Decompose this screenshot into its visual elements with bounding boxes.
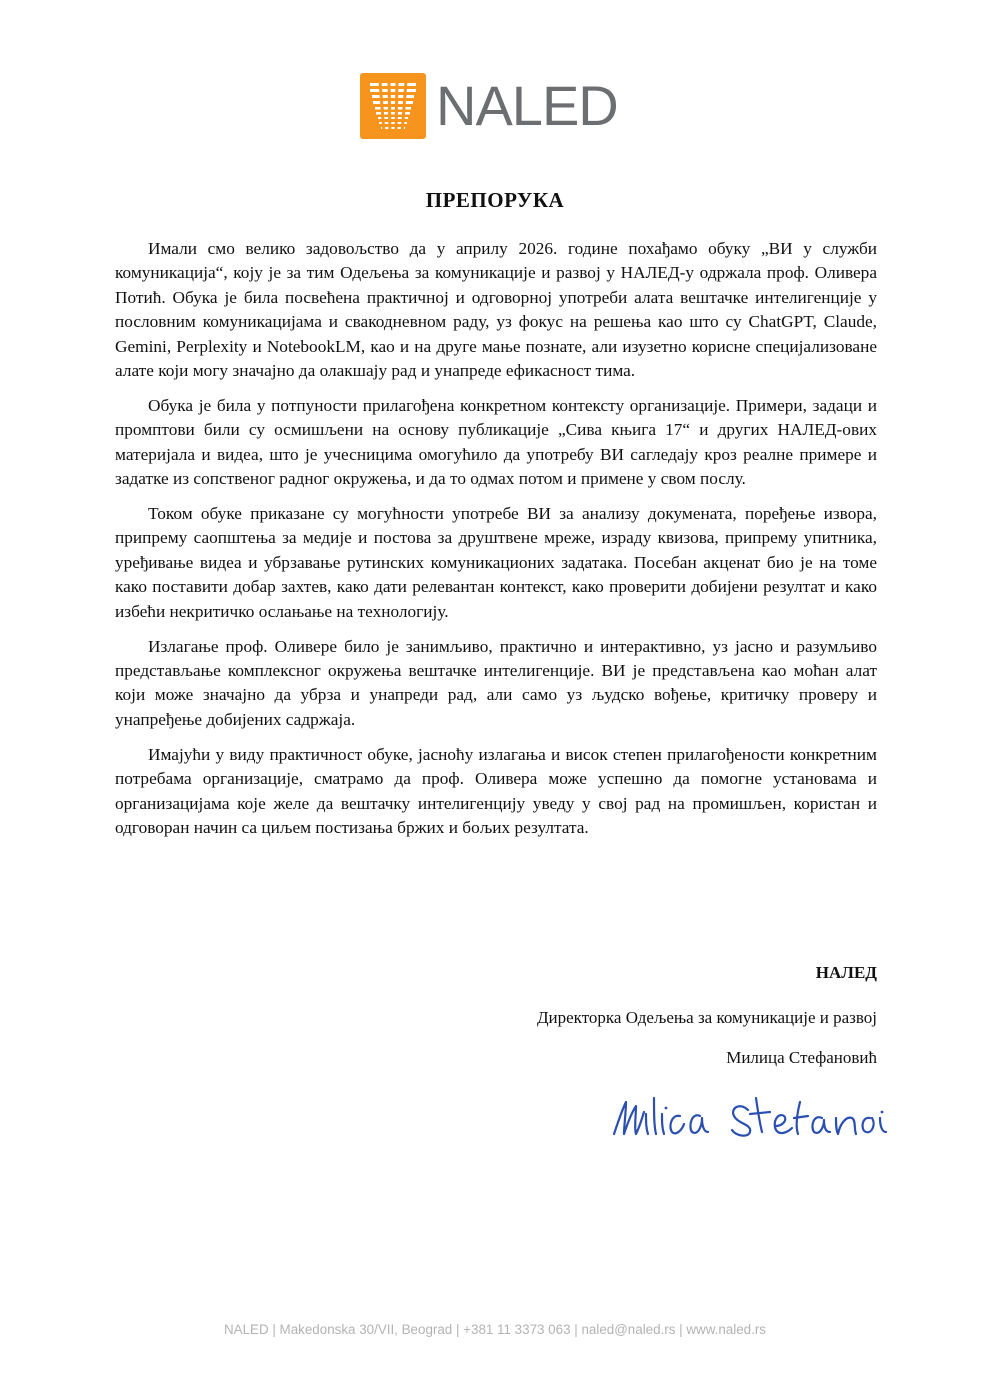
page-footer: NALED | Makedonska 30/VII, Beograd | +381 11 3373 063 | naled@naled.rs | www.naled.rs: [223, 1322, 766, 1337]
signature-role: Директорка Одељења за комуникације и развој: [536, 1008, 877, 1027]
naled-logo: [360, 73, 640, 139]
body-paragraph: Имајући у виду практичност обуке, јасноћу излагања и висок степен прилагођености конкретним потребама организације, сматрамо да проф. Оливера може успешно да помогне установама и организацијама које желе да вештачку интелигенцију уведу у свој рад на промишљен, користан и одговоран начин са циљем постизања бржих и бољих резултата.: [115, 744, 877, 837]
document-title: ПРЕПОРУКА: [425, 188, 565, 212]
signature-organization: НАЛЕД: [815, 963, 877, 982]
body-paragraph: Имали смо велико задовољство да у априлу 2026. године похађамо обуку „ВИ у служби комуникација“, коју је за тим Одељења за комуникације и развој у НАЛЕД-у одржала проф. Оливера Потић. Обука је била посвећена практичној и одговорној употреби алата вештачке интелигенције у пословним комуникацијама и свакодневном раду, уз фокус на решења као што су ChatGPT, Claude, Gemini, Perplexity и NotebookLM, као и на друге мање познате, али изузетно корисне специјализоване алате који могу значајно да олакшају рад и унапреде ефикасност тима.: [115, 239, 877, 381]
naled-logo-icon: [360, 73, 426, 139]
body-paragraph: Обука је била у потпуности прилагођена конкретном контексту организације. Примери, задаци и промптови били су осмишљени на основу публикације „Сива књига 17“ и других НАЛЕД-ових материјала и видеа, што је учесницима омогућило да употребу ВИ сагледају кроз реалне примере и задатке из сопственог радног окружења, и да то одмах потом и примене у свом послу.: [115, 395, 877, 489]
body-paragraph: Излагање проф. Оливере било је занимљиво, практично и интерактивно, уз јасно и разумљиво представљање комплексног окружења вештачке интелигенције. ВИ је представљена као моћан алат који може значајно да убрза и унапреди рад, али само уз људско вођење, критичку проверу и унапређење добијених садржаја.: [115, 636, 877, 729]
body-paragraph: Током обуке приказане су могућности употребе ВИ за анализу докумената, поређење извора, припрему саопштења за медије и постова за друштвене мреже, израду квизова, припрему упитника, уређивање видеа и убрзавање рутинских комуникационих задатака. Посебан акценат био је на томе како поставити добар захтев, како дати релевантан контекст, како проверити добијени резултат и како избећи некритичко ослањање на технологију.: [115, 504, 877, 621]
handwritten-signature: [600, 1072, 892, 1158]
signature-name: Милица Стефановић: [726, 1048, 877, 1067]
naled-logo-text: NALED: [436, 74, 618, 137]
document-body: [115, 237, 877, 851]
